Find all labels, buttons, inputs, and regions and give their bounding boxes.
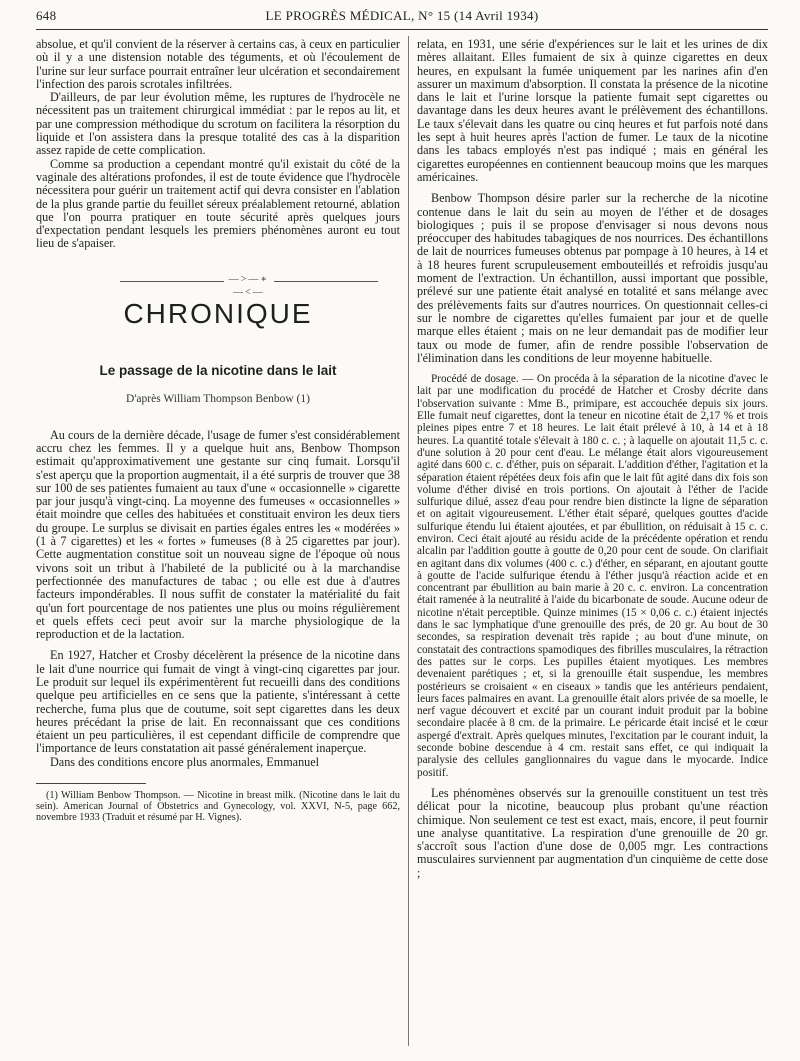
- journal-title: LE PROGRÈS MÉDICAL, N° 15 (14 Avril 1934): [265, 8, 539, 23]
- body-paragraph: Benbow Thompson désire parler sur la recherche de la nicotine contenue dans le lait du sein au moyen de l'éther et de dosages biologiques ; puis il se propose d'envisager si nous devons nous préoccuper des habitudes tabagiques de nos nourrices. Des échantillons de lait de nourrices fumeuses obtenus par pompage à 10 heures, à 14 et à 18 heures furent scrupuleusement embouteillés et refroidis jusqu'au moment de l'extraction. Un échantillon, aussi important que possible, prélevé sur une patiente était analysé en totalité et sans mélange avec des prélèvements faits sur d'autres nourrices. On questionnait celles-ci sur le nombre de cigarettes qu'elles fumaient par jour et de quelle marque elles étaient ; mais on ne leur demandait pas de modifier leur taux ou mode de fumer, afin de rendre possible l'observation de l'élimination dans les conditions de leur moyenne habituelle.: [417, 191, 768, 365]
- continued-paragraph: relata, en 1931, une série d'expériences sur le lait et les urines de dix mères allaitant. Elles fumaient de six à quinze cigarettes en deux heures, en expulsant la fumée uniquement par les narines afin d'en assurer un maximum d'absorption. Il constata la présence de la nicotine dans le lait et l'urine lorsque la patiente fumait sept cigarettes ou davantage dans les deux heures avant le prélèvement des échantillons. Le taux s'élevait dans les quatre ou cinq heures et fut parfois noté dans les sept à huit heures après l'action de fumer. Le taux de la nicotine dans les tabacs employés n'est pas indiqué ; mais en général les cigarettes européennes en contiennent beaucoup moins que les marques américaines.: [417, 37, 768, 184]
- footnote-rule: [36, 783, 146, 784]
- ornament-rule-left: [120, 281, 224, 282]
- ornament-glyph: —>—∗—<—: [228, 273, 270, 299]
- page-number: 648: [36, 8, 57, 23]
- article-title: Le passage de la nicotine dans le lait: [99, 363, 337, 379]
- ornament-rule-right: [274, 281, 378, 282]
- procedure-paragraph: Procédé de dosage. — On procéda à la séparation de la nicotine d'avec le lait par une modification du procédé de Hatcher et Crosby décrite dans l'observation suivante : Mme B., primipare, est accouchée depuis six jours. Elle fumait neuf cigarettes, dont la teneur en nicotine était de 2,17 % et trois pleines pipes entre 7 et 18 heures. Le lait était prélevé à 10, à 14 et à 18 heures. La quantité totale s'élevait à 180 c. c. ; à laquelle on ajoutait 11,5 c. c. d'une solution à 20 pour cent d'eau. Le mélange était alors vigoureusement agité dans 600 c. c. d'éther, puis on séparait. L'addition d'éther, l'agitation et la séparation étaient répétées deux fois afin que le lait fût agité dans dix fois son volume d'éther divisé en trois portions. On ajoutait à l'éther de l'acide sulfurique dilué, assez d'eau pour rendre bien distincte la ligne de séparation et on agitait vigoureusement. L'éther était séparé, quelques gouttes d'acide sulfurique étendu lui étaient ajoutées, et par ébullition, on réduisait à 15 c. c. environ. Ceci était ajouté au résidu acide de la précédente opération et rendu alcalin par l'addition goutte à goutte de 0,20 pour cent de soude. On clarifiait en agitant dans dix volumes (400 c. c.) d'éther, en séparant, en ajoutant goutte à goutte de l'acide sulfurique étendu à l'éther jusqu'à réaction acide et en concentrant par ébullition au bain marie à 20 c. c. environ. La concentration était ramenée à la neutralité à l'aide du bicarbonate de soude. Aucune odeur de nicotine n'était perceptible. Quinze minimes (15 × 0,06 c. c.) étaient injectés dans le sac lymphatique d'une grenouille des prés, de 20 gr. Au bout de 30 secondes, sa respiration devenait très rapide ; au bout d'une minute, on constatait des contractions spamodiques des fibrilles musculaires, la rétraction des pattes sur le corps. Les pupilles étaient myotiques. Les membres devenaient parétiques ; et, si la grenouille était suspendue, les membres postérieurs se croisaient « en ciseaux » tandis que les antérieurs pendaient, leurs faces palmaires en avant. La grenouille était alors privée de sa moelle, le nerf vague découvert et excité par un courant induit produit par la bobine secondaire placée à 8 cm. de la primaire. Le péricarde était incisé et le cœur aspergé d'extrait. Après quelques minutes, l'excitation par le courant induit, la seconde bobine descendue à 4 cm. restait sans effet, ce qui indiquait la paralysie des cellules ganglionnaires du vague dans le myocarde. Indice positif.: [417, 373, 768, 779]
- left-column: [36, 38, 400, 824]
- article-paragraph: En 1927, Hatcher et Crosby décelèrent la présence de la nicotine dans le lait d'une nourrice qui fumait de vingt à vingt-cinq cigarettes par jour. Le produit sur lequel ils expérimentèrent fut recueilli dans des conditions quelque peu artificielles en ce sens que la patiente, s'intéressant à cette recherche, fuma plus que de coutume, soit sept cigarettes dans les deux heures précédant la prise de lait. En reconnaissant que ces conditions étaient un peu particulières, il est cependant difficile de comprendre que l'importance de leurs constatation ait passé généralement inaperçue.: [36, 648, 400, 756]
- right-column: [417, 38, 768, 880]
- article-paragraph: Au cours de la dernière décade, l'usage de fumer s'est considérablement accru chez les femmes. Il y a quelque huit ans, Benbow Thompson estimait qu'approximativement une gestante sur cinq fumait. Lorsqu'il s'est aperçu que la proportion augmentait, il a été surpris de trouver que 38 sur 100 de ses patientes fumaient au taux d'une « occasionnelle » cigarette par jour jusqu'à vingt-cinq. La moyenne des fumeuses « occasionnelles » était moindre que celles des habituées et constituait environ les deux tiers du groupe. Le surplus se divisait en parties égales entres les « modérées » (1 à 7 cigarettes) et les « fortes » fumeuses (8 à 25 cigarettes par jour). Cette augmentation constitue soit un nouveau signe de l'époque où nous vivons soit un tribut à l'habileté de la publicité ou à la marchandise perfectionnée des manufactures de tabac ; ou elle est due à d'autres facteurs impondérables. Il nous suffit de constater la matérialité du fait qu'un fort pourcentage de nos patientes une plus ou moins régulièrement et quels effets ceci peut avoir sur la marche physiologique de la reproduction et de la lactation.: [36, 427, 400, 642]
- body-paragraph: D'ailleurs, de par leur évolution même, les ruptures de l'hydrocèle ne nécessitent pas un traitement chirurgical immédiat : par le repos au lit, et par une compression méthodique du scrotum on facilitera la résorption du liquide et l'on assistera dans la presque totalité des cas à la disparition assez rapide de cette complication.: [36, 90, 400, 158]
- column-divider: [408, 36, 409, 1046]
- section-heading: CHRONIQUE: [123, 297, 313, 329]
- header-rule: [36, 29, 768, 30]
- article-byline: D'après William Thompson Benbow (1): [126, 393, 310, 406]
- continued-paragraph: absolue, et qu'il convient de la réserver à certains cas, à ceux en particulier où il y a une distension notable des téguments, et où l'écoulement de l'urine sur leur surface pourrait entraîner leur ulcération et secondairement l'infection des parois scrotales infiltrées.: [36, 37, 400, 91]
- body-paragraph: Les phénomènes observés sur la grenouille constituent un test très délicat pour la nicotine, beaucoup plus probant qu'une réaction chimique. Non seulement ce test est exact, mais, encore, il peut fournir une analyse quantitative. La respiration d'une grenouille de 20 gr. s'accroît sous l'action d'une dose de 0,005 mgr. Les contractions musculaires surviennent par augmentation d'un cinquième de cette dose ;: [417, 785, 768, 880]
- article-paragraph: Dans des conditions encore plus anormales, Emmanuel: [50, 754, 320, 769]
- footnote: (1) William Benbow Thompson. — Nicotine in breast milk. (Nicotine dans le lait du sein). American Journal of Obstetrics and Gynecology, vol. XXVI, N-5, page 662, novembre 1933 (Traduit et résumé par H. Vignes).: [36, 790, 400, 824]
- body-paragraph: Comme sa production a cependant montré qu'il existait du côté de la vaginale des altérations profondes, il est de toute évidence que l'hydrocèle nécessitera pour guérir un traitement actif qui devra consister en l'ablation de la plus grande partie du feuillet séreux préalablement retourné, ablation que l'on pourra pratiquer en toute sécurité après quelques jours d'expectation pendant lesquels les premiers phénomènes auront eu tout lieu de s'apaiser.: [36, 156, 400, 251]
- section-ornament: [36, 273, 400, 299]
